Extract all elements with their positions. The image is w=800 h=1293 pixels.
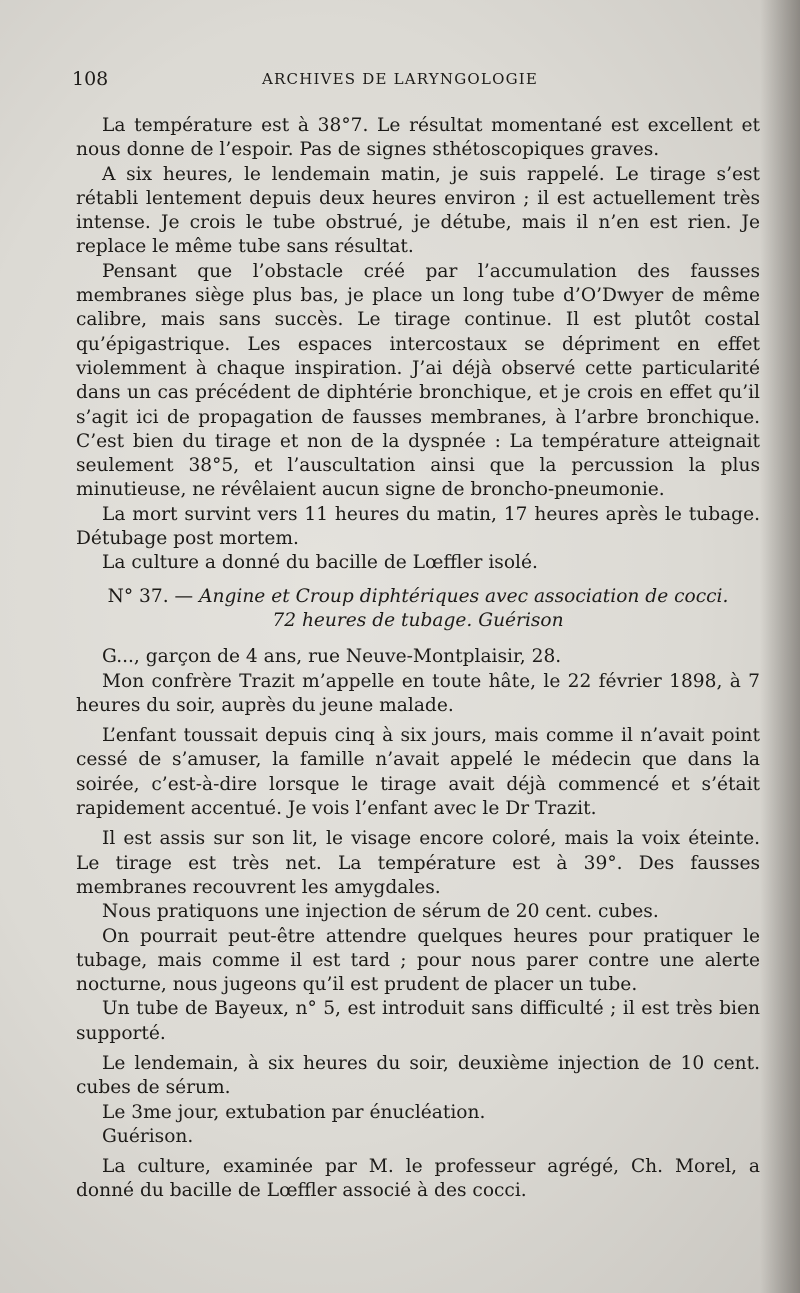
case-paragraph: Le 3me jour, extubation par énucléation. (102, 1101, 486, 1123)
paragraph: La culture a donné du bacille de Lœffler isolé. (102, 552, 538, 574)
paragraph: La mort survint vers 11 heures du matin, 17 heures après le tubage. Détubage post mortem. (76, 503, 760, 550)
case-title-text: Angine et Croup diphtériques avec association de cocci. (199, 585, 729, 607)
page-header (72, 68, 762, 98)
page-number: 108 (72, 68, 109, 90)
paragraph: La température est à 38°7. Le résultat momentané est excellent et nous donne de l’espoir. Pas de signes sthétoscopiques graves. (76, 115, 760, 161)
case-paragraph: Mon confrère Trazit m’appelle en toute hâte, le 22 février 1898, à 7 heures du soir, auprès du jeune malade. (76, 670, 760, 716)
paragraph: Pensant que l’obstacle créé par l’accumulation des fausses membranes siège plus bas, je place un long tube d’O’Dwyer de même calibre, mais sans succès. Le tirage continue. Il est plutôt costal qu’épigastrique. Les espaces intercostaux se dépriment en effet violemment à chaque inspiration. J’ai déjà observé cette particularité dans un cas précédent de diphtérie bronchique, et je crois en effet qu’il s’agit ici de propagation de fausses membranes, à l’arbre bronchique. C’est bien du tirage et non de la dyspnée : La température atteignait seulement 38°5, et l’auscultation ainsi que la percussion la plus minutieuse, ne révêlaient aucun signe de broncho-pneumonie. (76, 260, 760, 501)
case-paragraph: Il est assis sur son lit, le visage encore coloré, mais la voix éteinte. Le tirage est très net. La température est à 39°. Des fausses membranes recouvrent les amygdales. (76, 828, 760, 898)
case-paragraph: G..., garçon de 4 ans, rue Neuve-Montplaisir, 28. (102, 646, 562, 668)
running-head: ARCHIVES DE LARYNGOLOGIE (262, 70, 539, 88)
page-edge-shadow (760, 0, 800, 1293)
case-paragraph: L’enfant toussait depuis cinq à six jours, mais comme il n’avait point cessé de s’amuser, la famille n’avait appelé le médecin que dans la soirée, c’est-à-dire lorsque le tirage avait déjà commencé et s’était rapidement accentué. Je vois l’enfant avec le Dr Trazit. (76, 725, 760, 820)
case-paragraph: Le lendemain, à six heures du soir, deuxième injection de 10 cent. cubes de sérum. (76, 1052, 760, 1099)
case-paragraph: Guérison. (102, 1125, 194, 1147)
case-number: N° 37. — (107, 585, 194, 607)
body-text (76, 114, 760, 1204)
paragraph: A six heures, le lendemain matin, je suis rappelé. Le tirage s’est rétabli lentement depuis deux heures environ ; il est actuellement très intense. Je crois le tube obstrué, je détube, mais il n’en est rien. Je replace le même tube sans résultat. (76, 163, 760, 258)
case-paragraph: La culture, examinée par M. le professeur agrégé, Ch. Morel, a donné du bacille de Lœffler associé à des cocci. (76, 1156, 760, 1202)
case-title (76, 585, 760, 634)
case-title-line-1 (76, 585, 760, 609)
case-subtitle: 72 heures de tubage. Guérison (272, 609, 564, 631)
case-paragraph: On pourrait peut-être attendre quelques heures pour pratiquer le tubage, mais comme il est tard ; pour nous parer contre une alerte nocturne, nous jugeons qu’il est prudent de placer un tube. (76, 925, 760, 996)
case-paragraph: Un tube de Bayeux, n° 5, est introduit sans difficulté ; il est très bien supporté. (76, 998, 760, 1044)
case-paragraph: Nous pratiquons une injection de sérum de 20 cent. cubes. (102, 901, 659, 923)
